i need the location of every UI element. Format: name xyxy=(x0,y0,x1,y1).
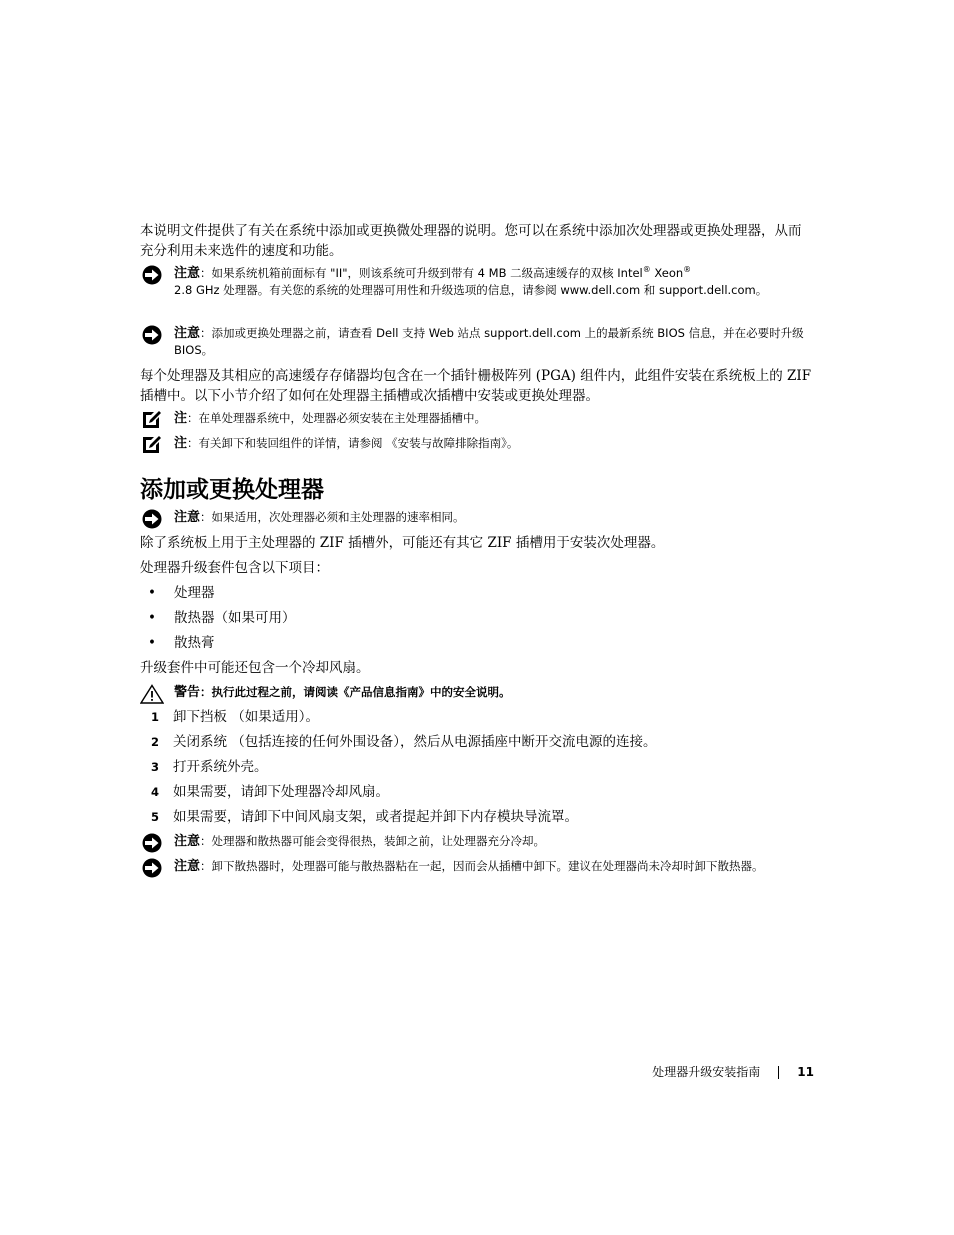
note-label: 注 xyxy=(174,411,188,426)
registered-mark: ® xyxy=(683,265,692,275)
notice-5 xyxy=(140,858,812,875)
intro-paragraph: 本说明文件提供了有关在系统中添加或更换微处理器的说明。您可以在系统中添加次处理器或更换处理器，从而充分利用未来选件的速度和功能。 xyxy=(140,223,802,259)
notice-5-text: ：卸下散热器时，处理器可能与散热器粘在一起，因而会从插槽中卸下。建议在处理器尚未冷却时卸下散热器。 xyxy=(200,859,764,873)
page-number: 11 xyxy=(797,1065,814,1079)
footer-separator xyxy=(778,1066,779,1079)
notice-4-text: ：处理器和散热器可能会变得很热，装卸之前，让处理器充分冷却。 xyxy=(200,834,546,848)
notice-arrow-icon xyxy=(140,858,164,878)
list-item: • 处理器 xyxy=(148,585,215,601)
notice-label: 注意 xyxy=(174,326,201,341)
fan-paragraph: 升级套件中可能还包含一个冷却风扇。 xyxy=(140,660,370,676)
notice-label: 注意 xyxy=(174,859,201,874)
page-footer xyxy=(652,1062,814,1082)
footer-title: 处理器升级安装指南 xyxy=(652,1065,761,1079)
registered-mark: ® xyxy=(642,265,651,275)
zif-paragraph: 除了系统板上用于主处理器的 ZIF 插槽外，可能还有其它 ZIF 插槽用于安装次处理器。 xyxy=(140,535,665,551)
note-pencil-icon xyxy=(140,410,164,430)
notice-1-text-a: ：如果系统机箱前面标有 "II"，则该系统可升级到带有 4 MB 二级高速缓存的双核 Intel xyxy=(200,266,643,280)
notice-2 xyxy=(140,325,812,359)
step-1: 1 卸下挡板 （如果适用）。 xyxy=(151,709,320,725)
notice-1 xyxy=(140,265,812,299)
section-heading: 添加或更换处理器 xyxy=(140,477,324,503)
notice-arrow-icon xyxy=(140,833,164,853)
note-1 xyxy=(140,410,812,427)
notice-1-text-c: 2.8 GHz 处理器。有关您的系统的处理器可用性和升级选项的信息，请参阅 www.dell.com 和 support.dell.com。 xyxy=(174,283,768,297)
warning xyxy=(140,684,812,701)
step-2: 2 关闭系统 （包括连接的任何外围设备），然后从电源插座中断开交流电源的连接。 xyxy=(151,734,657,750)
note-2 xyxy=(140,435,812,452)
notice-label: 注意 xyxy=(174,266,201,281)
notice-label: 注意 xyxy=(174,510,201,525)
notice-3-text: ：如果适用，次处理器必须和主处理器的速率相同。 xyxy=(200,510,465,524)
note-1-text: ：在单处理器系统中，处理器必须安装在主处理器插槽中。 xyxy=(187,411,487,425)
notice-arrow-icon xyxy=(140,265,164,285)
warning-text: ：执行此过程之前，请阅读《产品信息指南》中的安全说明。 xyxy=(200,685,511,699)
list-item: • 散热器（如果可用） xyxy=(148,610,296,626)
pga-paragraph: 每个处理器及其相应的高速缓存存储器均包含在一个插针栅极阵列 (PGA) 组件内，此组件安装在系统板上的 ZIF 插槽中。以下小节介绍了如何在处理器主插槽或次插槽中安装或更换处理器。 xyxy=(140,368,812,404)
note-pencil-icon xyxy=(140,435,164,455)
notice-1-text-b: Xeon xyxy=(650,266,684,280)
step-4: 4 如果需要，请卸下处理器冷却风扇。 xyxy=(151,784,389,800)
list-item: • 散热膏 xyxy=(148,635,215,651)
notice-3 xyxy=(140,509,812,526)
notice-4 xyxy=(140,833,812,850)
step-5: 5 如果需要，请卸下中间风扇支架，或者提起并卸下内存模块导流罩。 xyxy=(151,809,578,825)
note-label: 注 xyxy=(174,436,188,451)
kit-paragraph: 处理器升级套件包含以下项目： xyxy=(140,560,329,576)
notice-2-text: ：添加或更换处理器之前，请查看 Dell 支持 Web 站点 support.dell.com 上的最新系统 BIOS 信息，并在必要时升级 BIOS。 xyxy=(174,326,804,357)
warning-triangle-icon xyxy=(140,684,164,704)
note-2-text: ：有关卸下和装回组件的详情，请参阅 《安装与故障排除指南》。 xyxy=(187,436,519,450)
warning-label: 警告 xyxy=(174,685,201,700)
notice-label: 注意 xyxy=(174,834,201,849)
notice-arrow-icon xyxy=(140,325,164,345)
step-3: 3 打开系统外壳。 xyxy=(151,759,268,775)
notice-arrow-icon xyxy=(140,509,164,529)
